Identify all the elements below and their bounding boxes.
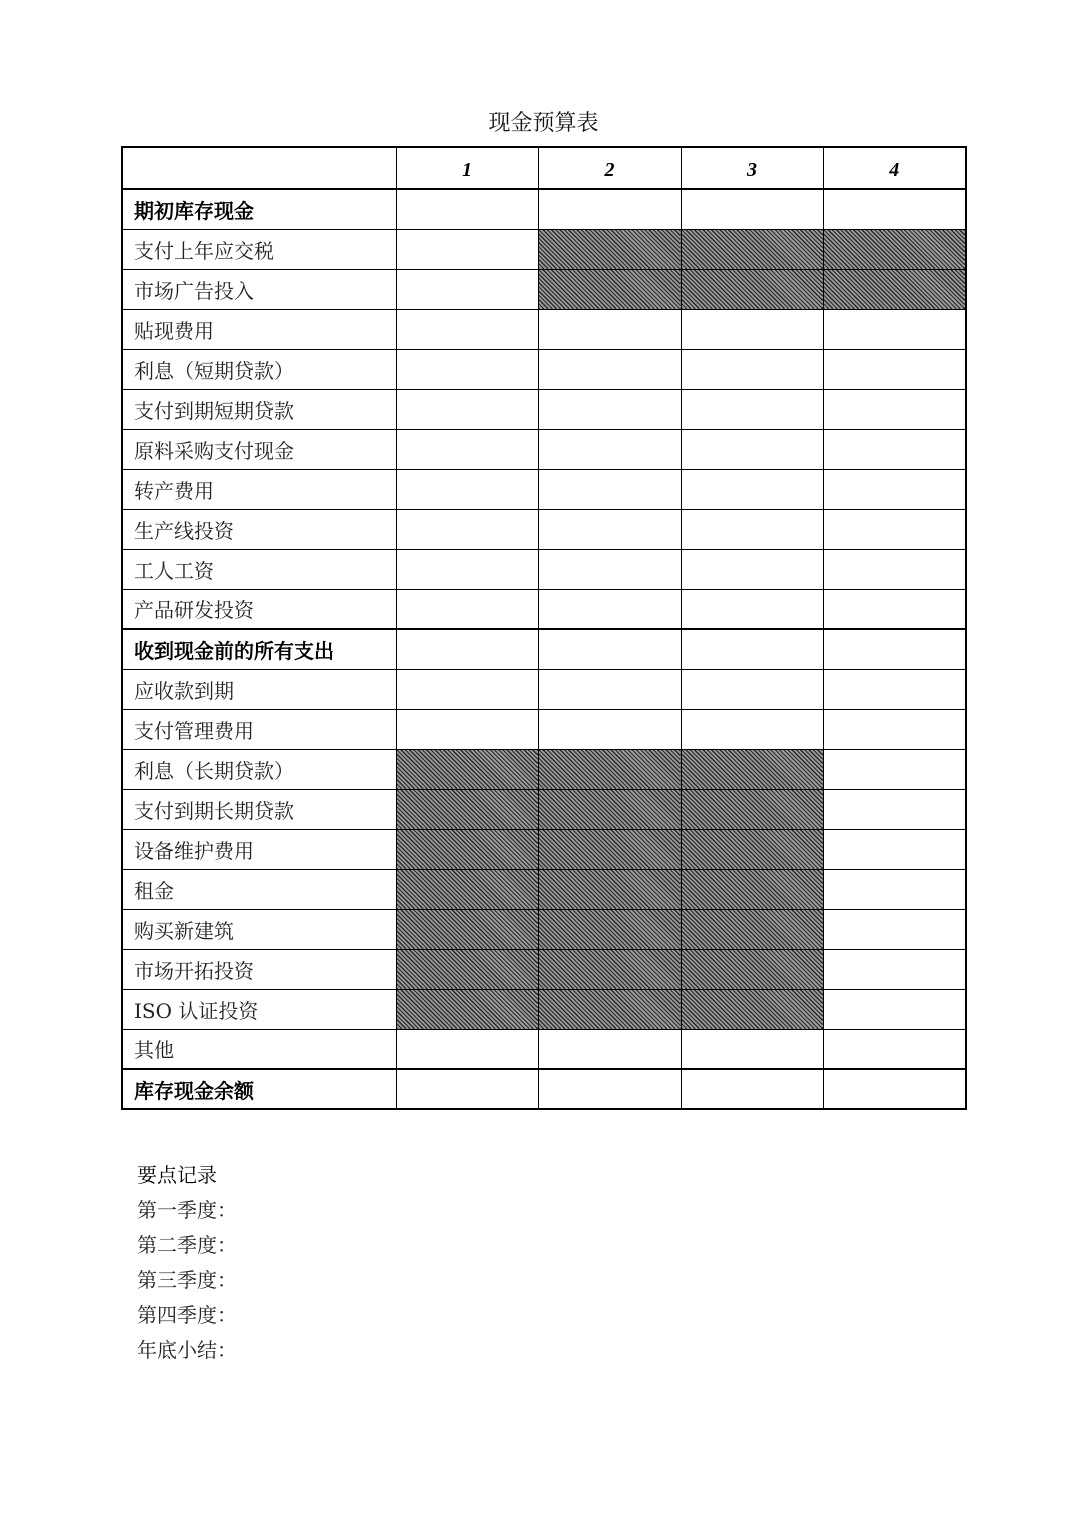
table-row (122, 749, 966, 789)
quarter-3-header: 3 (681, 147, 823, 189)
entry-cell-q4[interactable] (823, 949, 966, 989)
entry-cell-q2[interactable] (538, 629, 681, 669)
entry-cell-q4[interactable] (823, 629, 966, 669)
entry-cell-q2[interactable] (538, 509, 681, 549)
row-label: 支付上年应交税 (122, 229, 396, 269)
hatched-cell-q3 (681, 229, 823, 269)
entry-cell-q4[interactable] (823, 469, 966, 509)
entry-cell-q4[interactable] (823, 429, 966, 469)
table-row (122, 989, 966, 1029)
notes-title: 要点记录 (137, 1163, 217, 1187)
entry-cell-q4[interactable] (823, 989, 966, 1029)
table-row (122, 949, 966, 989)
entry-cell-q2[interactable] (538, 189, 681, 229)
hatched-cell-q3 (681, 269, 823, 309)
hatched-cell-q3 (681, 789, 823, 829)
entry-cell-q3[interactable] (681, 629, 823, 669)
table-row (122, 469, 966, 509)
quarter-1-header: 1 (396, 147, 538, 189)
entry-cell-q2[interactable] (538, 389, 681, 429)
entry-cell-q2[interactable] (538, 709, 681, 749)
hatched-cell-q2 (538, 229, 681, 269)
entry-cell-q1[interactable] (396, 189, 538, 229)
entry-cell-q1[interactable] (396, 229, 538, 269)
hatched-cell-q1 (396, 829, 538, 869)
row-label: 生产线投资 (122, 509, 396, 549)
table-row (122, 669, 966, 709)
entry-cell-q2[interactable] (538, 469, 681, 509)
row-label: 其他 (122, 1029, 396, 1069)
entry-cell-q1[interactable] (396, 669, 538, 709)
row-label: 市场开拓投资 (122, 949, 396, 989)
row-label: 支付到期短期贷款 (122, 389, 396, 429)
entry-cell-q4[interactable] (823, 389, 966, 429)
hatched-cell-q1 (396, 789, 538, 829)
hatched-cell-q2 (538, 989, 681, 1029)
entry-cell-q3[interactable] (681, 549, 823, 589)
entry-cell-q3[interactable] (681, 389, 823, 429)
entry-cell-q4[interactable] (823, 189, 966, 229)
entry-cell-q4[interactable] (823, 869, 966, 909)
table-row (122, 869, 966, 909)
row-label: 工人工资 (122, 549, 396, 589)
hatched-cell-q2 (538, 749, 681, 789)
entry-cell-q4[interactable] (823, 1069, 966, 1109)
entry-cell-q2[interactable] (538, 589, 681, 629)
entry-cell-q3[interactable] (681, 709, 823, 749)
row-label: ISO 认证投资 (122, 989, 396, 1029)
table-row (122, 589, 966, 629)
entry-cell-q3[interactable] (681, 189, 823, 229)
entry-cell-q1[interactable] (396, 709, 538, 749)
table-row (122, 549, 966, 589)
hatched-cell-q2 (538, 909, 681, 949)
entry-cell-q1[interactable] (396, 1029, 538, 1069)
hatched-cell-q3 (681, 989, 823, 1029)
entry-cell-q2[interactable] (538, 349, 681, 389)
entry-cell-q3[interactable] (681, 469, 823, 509)
table-row (122, 829, 966, 869)
entry-cell-q3[interactable] (681, 429, 823, 469)
notes-section (137, 1158, 237, 1368)
entry-cell-q3[interactable] (681, 309, 823, 349)
table-row (122, 1069, 966, 1109)
entry-cell-q1[interactable] (396, 349, 538, 389)
entry-cell-q3[interactable] (681, 589, 823, 629)
entry-cell-q2[interactable] (538, 1029, 681, 1069)
entry-cell-q2[interactable] (538, 669, 681, 709)
row-label: 租金 (122, 869, 396, 909)
hatched-cell-q1 (396, 989, 538, 1029)
table-row (122, 1029, 966, 1069)
row-label: 支付管理费用 (122, 709, 396, 749)
hatched-cell-q3 (681, 829, 823, 869)
entry-cell-q1[interactable] (396, 389, 538, 429)
entry-cell-q4[interactable] (823, 589, 966, 629)
entry-cell-q1[interactable] (396, 589, 538, 629)
hatched-cell-q4 (823, 229, 966, 269)
hatched-cell-q2 (538, 869, 681, 909)
note-q4: 第四季度： (137, 1303, 237, 1327)
note-q1: 第一季度： (137, 1198, 237, 1222)
entry-cell-q2[interactable] (538, 429, 681, 469)
row-label: 收到现金前的所有支出 (122, 629, 396, 669)
hatched-cell-q1 (396, 909, 538, 949)
entry-cell-q4[interactable] (823, 829, 966, 869)
hatched-cell-q3 (681, 869, 823, 909)
table-row (122, 269, 966, 309)
entry-cell-q4[interactable] (823, 709, 966, 749)
cash-budget-table (121, 146, 967, 1110)
table-row (122, 349, 966, 389)
hatched-cell-q4 (823, 269, 966, 309)
note-q2: 第二季度： (137, 1233, 237, 1257)
entry-cell-q3[interactable] (681, 509, 823, 549)
page-title: 现金预算表 (488, 111, 599, 136)
table-row (122, 189, 966, 229)
table-row (122, 629, 966, 669)
hatched-cell-q1 (396, 749, 538, 789)
table-row (122, 309, 966, 349)
entry-cell-q1[interactable] (396, 269, 538, 309)
hatched-cell-q1 (396, 949, 538, 989)
entry-cell-q4[interactable] (823, 1029, 966, 1069)
note-year-summary: 年底小结： (137, 1338, 237, 1362)
row-label: 购买新建筑 (122, 909, 396, 949)
row-label: 利息（短期贷款） (122, 349, 396, 389)
hatched-cell-q3 (681, 749, 823, 789)
entry-cell-q4[interactable] (823, 549, 966, 589)
row-label: 转产费用 (122, 469, 396, 509)
row-label: 利息（长期贷款） (122, 749, 396, 789)
row-label: 期初库存现金 (122, 189, 396, 229)
entry-cell-q4[interactable] (823, 509, 966, 549)
entry-cell-q1[interactable] (396, 509, 538, 549)
quarter-4-header: 4 (823, 147, 966, 189)
entry-cell-q4[interactable] (823, 789, 966, 829)
row-label: 应收款到期 (122, 669, 396, 709)
hatched-cell-q2 (538, 269, 681, 309)
hatched-cell-q3 (681, 949, 823, 989)
row-label: 市场广告投入 (122, 269, 396, 309)
hatched-cell-q2 (538, 949, 681, 989)
hatched-cell-q2 (538, 789, 681, 829)
entry-cell-q4[interactable] (823, 749, 966, 789)
table-row (122, 229, 966, 269)
entry-cell-q1[interactable] (396, 549, 538, 589)
entry-cell-q1[interactable] (396, 309, 538, 349)
entry-cell-q4[interactable] (823, 909, 966, 949)
row-label: 设备维护费用 (122, 829, 396, 869)
table-row (122, 909, 966, 949)
quarter-2-header: 2 (538, 147, 681, 189)
entry-cell-q1[interactable] (396, 469, 538, 509)
row-label: 库存现金余额 (122, 1069, 396, 1109)
table-row (122, 429, 966, 469)
table-header-row (122, 147, 966, 189)
header-corner-cell (122, 147, 396, 189)
entry-cell-q4[interactable] (823, 309, 966, 349)
table-row (122, 789, 966, 829)
row-label: 原料采购支付现金 (122, 429, 396, 469)
entry-cell-q3[interactable] (681, 1029, 823, 1069)
entry-cell-q2[interactable] (538, 549, 681, 589)
entry-cell-q2[interactable] (538, 309, 681, 349)
table-row (122, 389, 966, 429)
note-q3: 第三季度： (137, 1268, 237, 1292)
row-label: 支付到期长期贷款 (122, 789, 396, 829)
entry-cell-q1[interactable] (396, 629, 538, 669)
row-label: 产品研发投资 (122, 589, 396, 629)
hatched-cell-q3 (681, 909, 823, 949)
entry-cell-q4[interactable] (823, 349, 966, 389)
entry-cell-q1[interactable] (396, 1069, 538, 1109)
hatched-cell-q1 (396, 869, 538, 909)
entry-cell-q3[interactable] (681, 669, 823, 709)
table-row (122, 709, 966, 749)
entry-cell-q3[interactable] (681, 349, 823, 389)
entry-cell-q4[interactable] (823, 669, 966, 709)
hatched-cell-q2 (538, 829, 681, 869)
row-label: 贴现费用 (122, 309, 396, 349)
entry-cell-q2[interactable] (538, 1069, 681, 1109)
table-row (122, 509, 966, 549)
entry-cell-q3[interactable] (681, 1069, 823, 1109)
entry-cell-q1[interactable] (396, 429, 538, 469)
